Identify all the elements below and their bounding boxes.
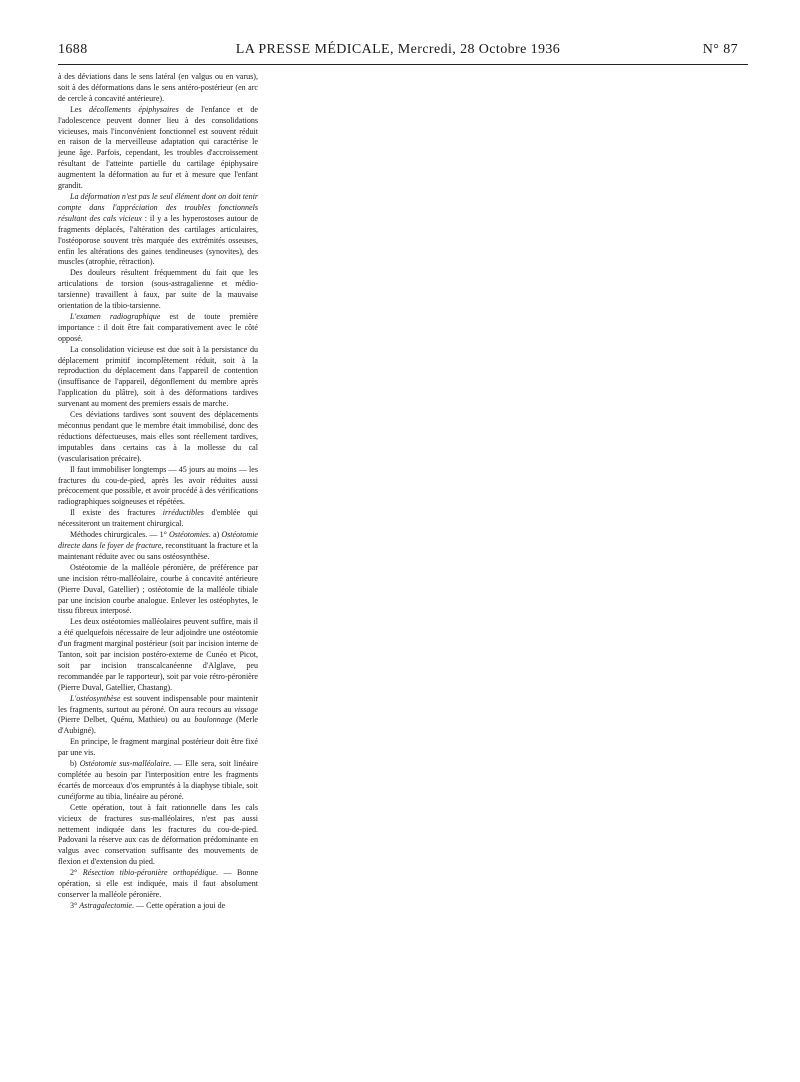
page-header xyxy=(58,42,738,62)
text-run: cunéiforme xyxy=(58,791,95,801)
text-run: Ostéotomie directe dans le foyer de fracture xyxy=(58,530,258,550)
text-run: L'ostéosynthèse xyxy=(70,693,121,703)
text-run: : il y a les hyperostoses autour de fragments déplacés, l'altération des cartilages articulaires, l'ostéoporose souvent très marquée des extrémités osseuses, enfin les altérations des gaines tendineuses (synovites), des muscles (atrophie, rétraction). xyxy=(58,213,258,267)
paragraph xyxy=(58,410,258,465)
text-run: (Pierre Delbet, Quénu, Mathieu) ou au xyxy=(58,715,195,725)
text-run: vissage xyxy=(234,704,258,714)
paragraph xyxy=(58,72,258,105)
paragraph xyxy=(58,759,258,803)
text-run: Il faut immobiliser longtemps — 45 jours au moins — les fractures du cou-de-pied, après les avoir réduites aussi précocement que possible, et avoir procédé à des vérifications radiographiques soigneuses et répétées. xyxy=(58,464,258,507)
text-run: Ostéotomie de la malléole péronière, de préférence par une incision rétro-malléolaire, courbe à concavité antérieure (Pierre Duval, Gatellier) ; ostéotomie de la malléole tibiale par une incision courbe analogue. Enlever les ostéophytes, le tissu fibreux interposé. xyxy=(58,562,258,616)
text-run: Il existe des fractures xyxy=(70,508,163,518)
page-number: 1688 xyxy=(58,42,88,57)
text-run: En principe, le fragment marginal postérieur doit être fixé par une vis. xyxy=(58,737,258,758)
text-run: Ostéotomies xyxy=(169,530,209,540)
text-run: . — Bonne opération, si elle est indiquée, mais il faut absolument conserver la malléole péronière. xyxy=(58,868,258,899)
text-run: L'examen radiographique xyxy=(70,311,161,321)
text-run: . — Cette opération a joui de xyxy=(132,900,226,910)
text-run: Des douleurs résultent fréquemment du fait que les articulations de torsion (sous-astragalienne et médio-tarsienne) travaillent à faux, par suite de la mauvaise orientation de la tibio-tarsienne. xyxy=(58,268,258,311)
paragraph xyxy=(58,694,258,738)
text-run: 3° xyxy=(70,900,80,910)
text-run: est de toute première importance : il doit être fait comparativement avec le côté opposé. xyxy=(58,311,258,343)
text-run: Les xyxy=(70,104,89,114)
text-run: Méthodes chirurgicales. — 1° xyxy=(70,530,169,540)
text-run: est souvent indispensable pour maintenir les fragments, surtout au péroné. On aura recours au xyxy=(58,693,258,714)
text-run: Cette opération, tout à fait rationnelle dans les cals vicieux de fractures sus-malléolaires, n'est pas aussi nettement indiquée dans les fractures du cou-de-pied. Padovani la réserve aux cas de déformation prédominante en valgus avec conservation suffisante des mouvements de flexion et d'extension du pied. xyxy=(58,802,258,867)
header-rule xyxy=(58,64,748,65)
paragraph xyxy=(58,868,258,901)
paragraph xyxy=(58,617,258,693)
journal-title: LA PRESSE MÉDICALE, Mercredi, 28 Octobre 1936 xyxy=(235,42,561,57)
text-run: , reconstituant la fracture et la maintenant réduite avec ou sans ostéosynthèse. xyxy=(58,540,258,561)
text-run: b) xyxy=(70,759,80,769)
text-run: La consolidation vicieuse est due soit à la persistance du déplacement primitif incomplètement réduit, soit à la reproduction du déplacement dans l'appareil de contention (insuffisance de l'appareil, dégonflement du membre après l'application du plâtre), soit à des déformations tardives survenant au moment des premiers essais de marche. xyxy=(58,344,258,409)
paragraph xyxy=(58,105,258,192)
text-run: Astragalectomie xyxy=(79,900,133,910)
text-run: (Merle d'Aubigné). xyxy=(58,715,259,736)
paragraph xyxy=(58,737,258,759)
issue-number: N° 87 xyxy=(702,42,738,57)
text-run: irréductibles xyxy=(162,508,204,518)
text-run: Ostéotomie sus-malléolaire xyxy=(79,759,170,769)
paragraph xyxy=(58,563,258,618)
text-run: décollements épiphysaires xyxy=(89,104,179,114)
paragraph xyxy=(58,530,258,563)
paragraph xyxy=(58,345,258,410)
paragraph xyxy=(58,901,258,912)
text-run: boulonnage xyxy=(194,715,233,725)
text-run: d'emblée qui nécessiteront un traitement chirurgical. xyxy=(58,508,259,529)
text-run: au tibia, linéaire au péroné. xyxy=(94,791,184,801)
paragraph xyxy=(58,465,258,509)
paragraph xyxy=(58,268,258,312)
paragraph xyxy=(58,312,258,345)
paragraph xyxy=(58,508,258,530)
text-run: . a) xyxy=(208,530,222,540)
text-run: La déformation n'est pas le seul élément dont on doit tenir compte dans l'appréciation des troubles fonctionnels résultant des cals vicieux xyxy=(58,191,258,223)
column-left xyxy=(58,72,258,912)
text-run: de l'enfance et de l'adolescence peuvent donner lieu à des consolidations vicieuses, mais l'inconvénient fonctionnel est souvent réduit en raison de la merveilleuse adaptation qui caractérise le jeune âge. Parfois, cependant, les troubles d'accroissement résultant de l'atteinte partielle du cartilage épiphysaire augmentent la déformation au fur et à mesure que l'enfant grandit. xyxy=(58,104,258,191)
text-run: Résection tibio-péronière orthopédique xyxy=(82,868,216,878)
text-run: 2° xyxy=(70,868,83,878)
paragraph xyxy=(58,803,258,868)
text-run: . — Elle sera, soit linéaire complétée au besoin par l'interposition entre les fragments écartés de morceaux d'os empruntés à la diaphyse tibiale, soit xyxy=(58,759,258,790)
text-run: Les deux ostéotomies malléolaires peuvent suffire, mais il a été quelquefois nécessaire de leur adjoindre une ostéotomie d'un fragment marginal postérieur (soit par incision interne de Tanton, soit par incision postéro-externe de Cunéo et Picot, soit par incision transcalcanéenne d'Alglave, peu recommandée par le rapporteur), soit par voie rétro-péronière (Pierre Duval, Gatellier, Chastang). xyxy=(58,617,258,692)
text-run: à des déviations dans le sens latéral (en valgus ou en varus), soit à des déformations dans le sens antéro-postérieur (en arc de cercle à concavité antérieure). xyxy=(58,72,258,103)
paragraph xyxy=(58,192,258,268)
text-run: Ces déviations tardives sont souvent des déplacements méconnus pendant que le membre était immobilisé, donc des réductions défectueuses, mais elles sont réellement tardives, imputables dans certains cas à la mollesse du cal (vascularisation précaire). xyxy=(58,410,258,463)
